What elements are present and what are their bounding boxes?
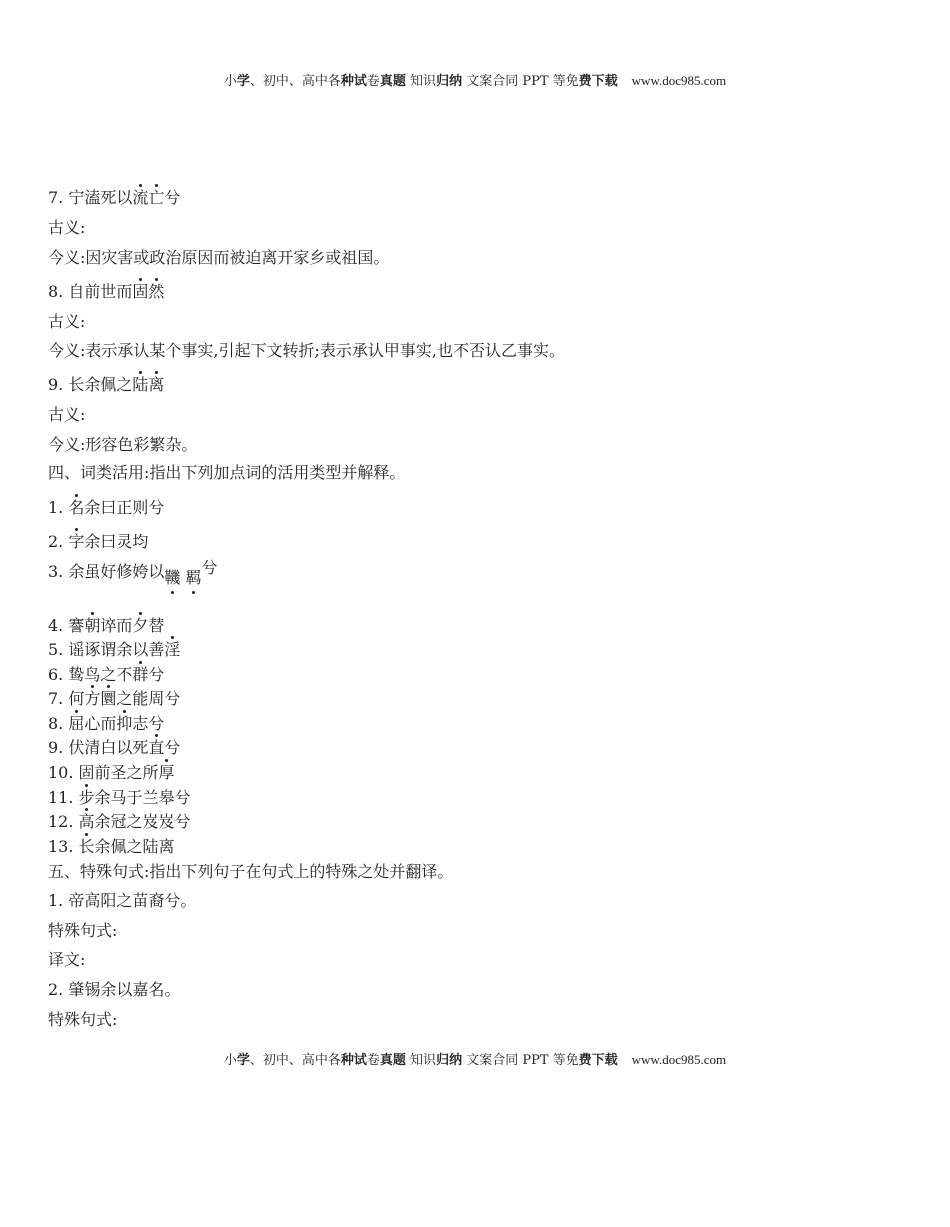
question-line: 7. 何方圜之能周兮 bbox=[48, 689, 181, 708]
emphasis-char: 固 bbox=[132, 282, 149, 301]
emphasis-char: 朝 bbox=[84, 616, 101, 635]
header-text: 文案合同 PPT 等免 bbox=[462, 74, 579, 89]
emphasis-char: 名 bbox=[68, 498, 85, 517]
footer-text: 真题 bbox=[379, 1053, 406, 1068]
emphasis-char: 亡 bbox=[148, 188, 165, 207]
emphasis-char: 抑 bbox=[116, 714, 133, 733]
question-line: 8. 自前世而固然 bbox=[48, 282, 165, 301]
question-line: 10. 固前圣之所厚 bbox=[48, 763, 175, 782]
header-text: 费 bbox=[578, 74, 592, 89]
emphasis-char: 陆 bbox=[132, 375, 149, 394]
emphasis-char: 羁 bbox=[185, 568, 202, 587]
emphasis-char: 高 bbox=[78, 812, 95, 831]
footer-text: 文案合同 PPT 等免 bbox=[462, 1053, 579, 1068]
emphasis-char: 步 bbox=[78, 788, 95, 807]
emphasis-char: 长 bbox=[78, 837, 95, 856]
question-line: 11. 步余马于兰皋兮 bbox=[48, 788, 191, 807]
section-heading: 五、特殊句式:指出下列句子在句式上的特殊之处并翻译。 bbox=[48, 862, 454, 881]
answer-label: 古义: bbox=[48, 218, 86, 237]
definition-line: 今义:表示承认某个事实,引起下文转折;表示承认甲事实,也不否认乙事实。 bbox=[48, 341, 565, 360]
definition-line: 今义:形容色彩繁杂。 bbox=[48, 435, 198, 454]
emphasis-char: 群 bbox=[132, 665, 149, 684]
emphasis-char: 屈 bbox=[68, 714, 85, 733]
question-line: 2. 肇锡余以嘉名。 bbox=[48, 980, 181, 999]
header-text: 真题 bbox=[379, 74, 406, 89]
footer-text: 归纳 bbox=[436, 1053, 463, 1068]
section-heading: 四、词类活用:指出下列加点词的活用类型并解释。 bbox=[48, 463, 406, 482]
header-text: 、初中、高中各 bbox=[249, 74, 341, 89]
question-line: 9. 长余佩之陆离 bbox=[48, 375, 165, 394]
footer-text: 、初中、高中各 bbox=[249, 1053, 341, 1068]
footer-text: 知识 bbox=[405, 1053, 437, 1068]
footer-text: 卷 bbox=[366, 1053, 380, 1068]
footer-text: 学 bbox=[236, 1053, 250, 1068]
question-line: 1. 名余曰正则兮 bbox=[48, 498, 165, 517]
question-line: 5. 谣诼谓余以善淫 bbox=[48, 640, 181, 659]
question-line: 2. 字余曰灵均 bbox=[48, 532, 149, 551]
footer-text: 费 bbox=[578, 1053, 592, 1068]
footer-text: 下载 bbox=[591, 1053, 618, 1068]
question-line: 9. 伏清白以死直兮 bbox=[48, 738, 181, 757]
answer-label: 特殊句式: bbox=[48, 1010, 118, 1029]
footer-text: 小 bbox=[223, 1053, 237, 1068]
question-line: 13. 长余佩之陆离 bbox=[48, 837, 175, 856]
answer-label: 古义: bbox=[48, 405, 86, 424]
emphasis-char: 离 bbox=[148, 375, 165, 394]
header-text: 学 bbox=[236, 74, 250, 89]
emphasis-char: 厚 bbox=[158, 763, 175, 782]
header-text: 种试 bbox=[340, 74, 367, 89]
header-text: 卷 bbox=[366, 74, 380, 89]
footer-text: 种试 bbox=[340, 1053, 367, 1068]
header-text: 小 bbox=[223, 74, 237, 89]
question-line: 6. 鸷鸟之不群兮 bbox=[48, 665, 165, 684]
question-line: 12. 高余冠之岌岌兮 bbox=[48, 812, 191, 831]
question-line: 4. 謇朝谇而夕替 bbox=[48, 616, 165, 635]
page-header bbox=[0, 70, 950, 89]
emphasis-char: 然 bbox=[148, 282, 165, 301]
question-line: 1. 帝高阳之苗裔兮。 bbox=[48, 891, 197, 910]
question-line: 8. 屈心而抑志兮 bbox=[48, 714, 165, 733]
header-text: 归纳 bbox=[436, 74, 463, 89]
emphasis-char: 夕 bbox=[132, 616, 149, 635]
question-line: 7. 宁溘死以流亡兮 bbox=[48, 188, 181, 207]
emphasis-char: 流 bbox=[132, 188, 149, 207]
footer-url[interactable]: www.doc985.com bbox=[631, 1052, 727, 1067]
header-text: 知识 bbox=[405, 74, 437, 89]
emphasis-char: 圜 bbox=[100, 689, 117, 708]
answer-label: 译文: bbox=[48, 950, 86, 969]
emphasis-char: 方 bbox=[84, 689, 101, 708]
header-text: 下载 bbox=[591, 74, 618, 89]
answer-label: 古义: bbox=[48, 312, 86, 331]
question-line: 3. 余虽好修姱以鞿 羁兮 bbox=[48, 558, 218, 587]
emphasis-char: 直 bbox=[148, 738, 165, 757]
header-url[interactable]: www.doc985.com bbox=[631, 73, 727, 88]
emphasis-char: 鞿 bbox=[164, 568, 181, 587]
emphasis-char: 字 bbox=[68, 532, 85, 551]
answer-label: 特殊句式: bbox=[48, 921, 118, 940]
definition-line: 今义:因灾害或政治原因而被迫离开家乡或祖国。 bbox=[48, 248, 390, 267]
page-footer bbox=[0, 1049, 950, 1068]
emphasis-char: 淫 bbox=[164, 640, 181, 659]
